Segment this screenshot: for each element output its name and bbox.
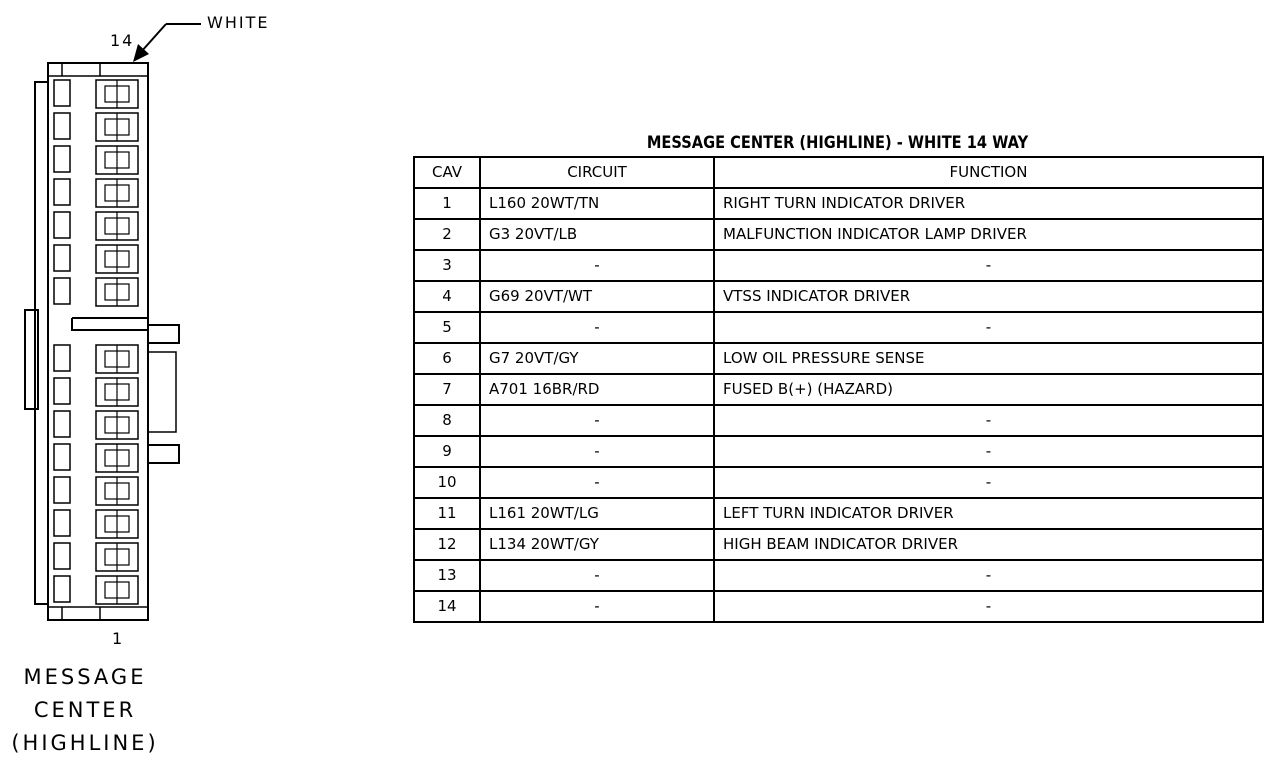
cav-cell: 2 [414,219,480,250]
cavity-latch [54,378,70,404]
function-cell: - [714,312,1263,343]
cav-cell: 12 [414,529,480,560]
cavity-latch [54,576,70,602]
pin-1-label: 1 [112,629,125,648]
function-cell: - [714,467,1263,498]
connector-figure [0,0,330,768]
table-row [414,250,1263,281]
cav-cell: 1 [414,188,480,219]
circuit-cell: - [480,405,714,436]
cavity-latch [54,444,70,470]
cavity-latch [54,510,70,536]
circuit-column-header: CIRCUIT [480,157,714,188]
table-row [414,343,1263,374]
circuit-cell: - [480,591,714,622]
cav-cell: 5 [414,312,480,343]
pinout-table [413,156,1264,623]
table-title: MESSAGE CENTER (HIGHLINE) - WHITE 14 WAY [646,133,1029,153]
cavity-latch [54,477,70,503]
circuit-cell: L161 20WT/LG [480,498,714,529]
cavity-latch [54,278,70,304]
table-row [414,281,1263,312]
cav-cell: 10 [414,467,480,498]
table-row [414,436,1263,467]
function-column-header: FUNCTION [714,157,1263,188]
circuit-cell: - [480,467,714,498]
cav-cell: 14 [414,591,480,622]
cavity-latch [54,543,70,569]
table-row [414,374,1263,405]
circuit-cell: - [480,250,714,281]
connector-caption-line: (HIGHLINE) [11,731,159,755]
connector-caption-line: CENTER [33,698,137,722]
circuit-cell: L160 20WT/TN [480,188,714,219]
circuit-cell: G7 20VT/GY [480,343,714,374]
function-cell: - [714,250,1263,281]
function-cell: - [714,436,1263,467]
cav-cell: 4 [414,281,480,312]
cavity-latch [54,146,70,172]
circuit-cell: G3 20VT/LB [480,219,714,250]
function-cell: LEFT TURN INDICATOR DRIVER [714,498,1263,529]
connector-color-label: WHITE [207,13,270,32]
function-cell: - [714,591,1263,622]
connector-caption-line: MESSAGE [23,665,147,689]
pin-14-label: 14 [110,31,135,50]
cav-cell: 9 [414,436,480,467]
table-body [414,188,1263,622]
cav-column-header: CAV [414,157,480,188]
cavity-latch [54,345,70,371]
circuit-cell: G69 20VT/WT [480,281,714,312]
table-row [414,591,1263,622]
function-cell: RIGHT TURN INDICATOR DRIVER [714,188,1263,219]
circuit-cell: - [480,436,714,467]
cavity-latch [54,245,70,271]
cavity-latch [54,179,70,205]
function-cell: VTSS INDICATOR DRIVER [714,281,1263,312]
function-cell: HIGH BEAM INDICATOR DRIVER [714,529,1263,560]
cavity-latch [54,212,70,238]
function-cell: FUSED B(+) (HAZARD) [714,374,1263,405]
table-row [414,188,1263,219]
cav-cell: 7 [414,374,480,405]
table-row [414,219,1263,250]
cav-cell: 6 [414,343,480,374]
cav-cell: 8 [414,405,480,436]
circuit-cell: - [480,560,714,591]
circuit-cell: A701 16BR/RD [480,374,714,405]
cav-cell: 13 [414,560,480,591]
cavity-latch [54,80,70,106]
table-row [414,405,1263,436]
cavity-latch [54,113,70,139]
function-cell: LOW OIL PRESSURE SENSE [714,343,1263,374]
function-cell: - [714,405,1263,436]
table-row [414,312,1263,343]
table-row [414,529,1263,560]
cav-cell: 3 [414,250,480,281]
table-row [414,560,1263,591]
table-header-row [414,157,1263,188]
circuit-cell: - [480,312,714,343]
cav-cell: 11 [414,498,480,529]
table-row [414,467,1263,498]
table-row [414,498,1263,529]
cavity-latch [54,411,70,437]
circuit-cell: L134 20WT/GY [480,529,714,560]
function-cell: - [714,560,1263,591]
function-cell: MALFUNCTION INDICATOR LAMP DRIVER [714,219,1263,250]
connector-body [0,0,330,768]
